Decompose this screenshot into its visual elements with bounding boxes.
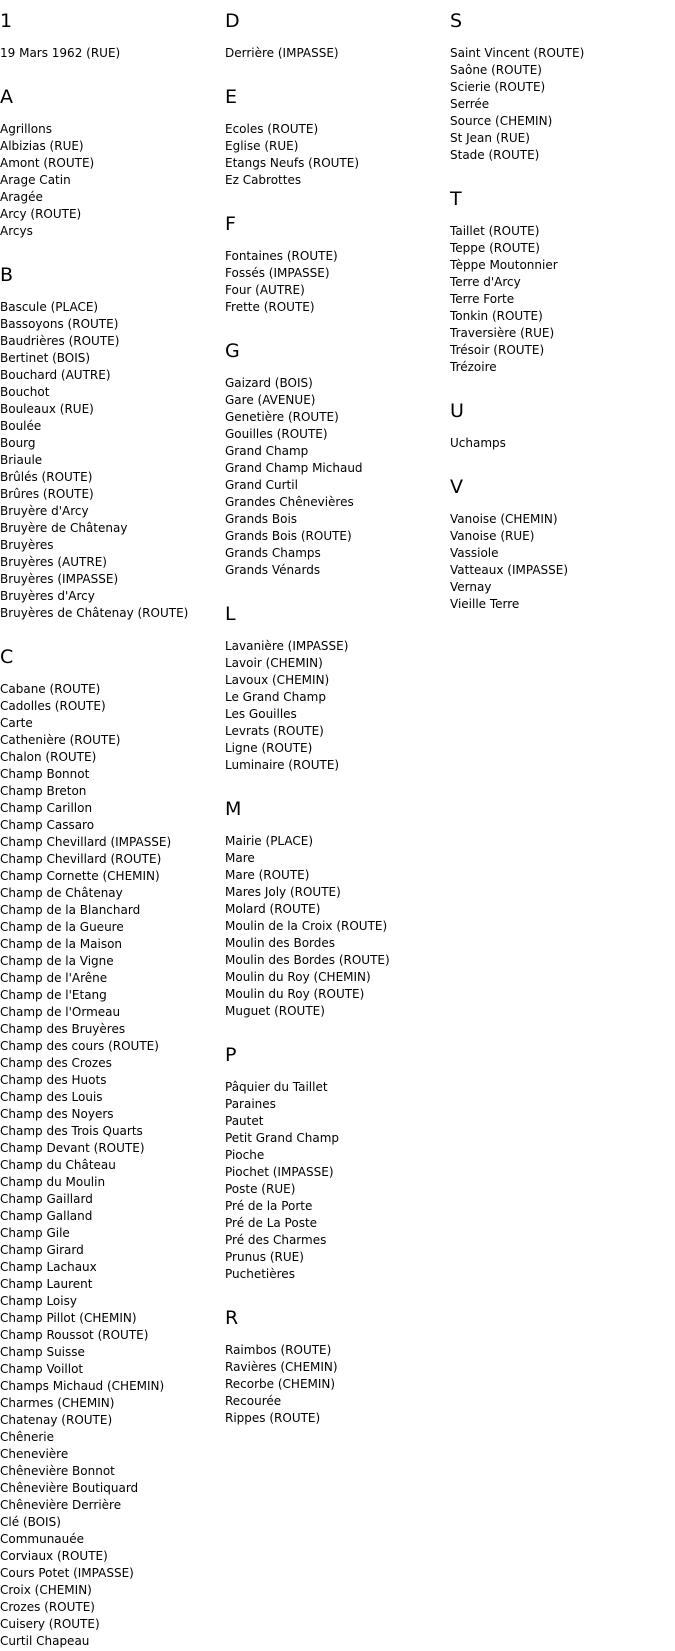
street-list — [225, 248, 445, 316]
street-item: Vassiole — [450, 546, 499, 560]
street-item: Recourée — [225, 1394, 282, 1408]
street-list — [225, 638, 445, 774]
street-item: Chatenay (ROUTE) — [0, 1413, 113, 1427]
street-item: Grand Champ Michaud — [225, 461, 363, 475]
street-item: Champ Devant (ROUTE) — [0, 1141, 145, 1155]
street-item: Chalon (ROUTE) — [0, 750, 97, 764]
street-item: Champ Breton — [0, 784, 87, 798]
street-item: Puchetières — [225, 1267, 295, 1281]
street-item: Moulin du Roy (CHEMIN) — [225, 970, 371, 984]
street-item: Four (AUTRE) — [225, 283, 305, 297]
street-item: Boulée — [0, 419, 42, 433]
street-item: Bassoyons (ROUTE) — [0, 317, 119, 331]
street-item: Curtil Chapeau — [0, 1634, 90, 1648]
street-item: Champ Lachaux — [0, 1260, 97, 1274]
section-letter-heading: S — [450, 10, 463, 32]
street-item: Trésoir (ROUTE) — [450, 343, 545, 357]
street-item: Champ du Château — [0, 1158, 116, 1172]
street-item: Saint Vincent (ROUTE) — [450, 46, 585, 60]
street-item: Saône (ROUTE) — [450, 63, 542, 77]
street-item: Corviaux (ROUTE) — [0, 1549, 108, 1563]
street-item: Serrée — [450, 97, 490, 111]
street-item: Champ des Crozes — [0, 1056, 112, 1070]
street-item: Frette (ROUTE) — [225, 300, 315, 314]
street-item: Baudrières (ROUTE) — [0, 334, 120, 348]
street-item: Ravières (CHEMIN) — [225, 1360, 338, 1374]
street-item: Carte — [0, 716, 33, 730]
street-item: Taillet (ROUTE) — [450, 224, 540, 238]
street-item: Bruyères (AUTRE) — [0, 555, 107, 569]
section-letter-heading: V — [450, 476, 463, 498]
street-item: Champ de la Gueure — [0, 920, 124, 934]
street-item: Champ Galland — [0, 1209, 93, 1223]
street-item: Grands Bois (ROUTE) — [225, 529, 352, 543]
street-item: Bascule (PLACE) — [0, 300, 99, 314]
street-item: Clé (BOIS) — [0, 1515, 61, 1529]
street-item: Pré des Charmes — [225, 1233, 327, 1247]
section-letter-heading: M — [225, 798, 242, 820]
street-item: Les Gouilles — [225, 707, 297, 721]
street-item: Etangs Neufs (ROUTE) — [225, 156, 360, 170]
street-item: Pré de la Porte — [225, 1199, 313, 1213]
street-item: Bruyère de Châtenay — [0, 521, 128, 535]
street-item: Mares Joly (ROUTE) — [225, 885, 341, 899]
letter-section-b — [0, 264, 220, 622]
letter-section-u — [450, 400, 670, 452]
street-item: Champ des Huots — [0, 1073, 107, 1087]
street-item: Levrats (ROUTE) — [225, 724, 324, 738]
street-item: Champ des Noyers — [0, 1107, 114, 1121]
street-item: Teppe (ROUTE) — [450, 241, 540, 255]
street-item: Champ Pillot (CHEMIN) — [0, 1311, 137, 1325]
street-item: Albizias (RUE) — [0, 139, 84, 153]
street-item: Uchamps — [450, 436, 506, 450]
section-letter-heading: D — [225, 10, 240, 32]
street-item: Champ des Bruyères — [0, 1022, 126, 1036]
street-item: Crozes (ROUTE) — [0, 1600, 95, 1614]
street-item: Paraines — [225, 1097, 276, 1111]
street-list — [450, 435, 670, 452]
street-item: Croix (CHEMIN) — [0, 1583, 92, 1597]
street-item: Grands Vénards — [225, 563, 321, 577]
street-item: Champ Gile — [0, 1226, 70, 1240]
street-item: Bourg — [0, 436, 36, 450]
street-item: Grand Curtil — [225, 478, 298, 492]
street-item: Petit Grand Champ — [225, 1131, 340, 1145]
street-list — [225, 1342, 445, 1427]
street-item: Champ Gaillard — [0, 1192, 93, 1206]
street-item: Vatteaux (IMPASSE) — [450, 563, 569, 577]
street-list — [450, 223, 670, 376]
street-item: Luminaire (ROUTE) — [225, 758, 340, 772]
street-item: Lavoux (CHEMIN) — [225, 673, 330, 687]
section-letter-heading: B — [0, 264, 14, 286]
street-item: Pautet — [225, 1114, 264, 1128]
section-letter-heading: R — [225, 1307, 239, 1329]
section-letter-heading: P — [225, 1044, 237, 1066]
street-item: Poste (RUE) — [225, 1182, 296, 1196]
letter-section-m — [225, 798, 445, 1020]
street-item: Recorbe (CHEMIN) — [225, 1377, 336, 1391]
street-item: Chênevière Derrière — [0, 1498, 122, 1512]
street-item: Raimbos (ROUTE) — [225, 1343, 332, 1357]
street-item: Moulin de la Croix (ROUTE) — [225, 919, 388, 933]
section-letter-heading: G — [225, 340, 240, 362]
street-item: Bruyères — [0, 538, 54, 552]
street-item: Molard (ROUTE) — [225, 902, 321, 916]
street-list — [225, 833, 445, 1020]
street-item: Arage Catin — [0, 173, 71, 187]
street-item: Moulin du Roy (ROUTE) — [225, 987, 365, 1001]
street-list — [225, 1079, 445, 1283]
street-item: Pâquier du Taillet — [225, 1080, 328, 1094]
street-list — [0, 45, 220, 62]
street-item: Champ de la Vigne — [0, 954, 114, 968]
street-list — [450, 511, 670, 613]
street-item: Champ Bonnot — [0, 767, 90, 781]
street-item: Vernay — [450, 580, 492, 594]
letter-section-c — [0, 646, 220, 1650]
street-item: Gare (AVENUE) — [225, 393, 316, 407]
street-item: Champ Cornette (CHEMIN) — [0, 869, 160, 883]
street-list — [225, 121, 445, 189]
street-item: Bruyères de Châtenay (ROUTE) — [0, 606, 189, 620]
street-item: Gouilles (ROUTE) — [225, 427, 328, 441]
letter-section-f — [225, 213, 445, 316]
section-letter-heading: F — [225, 213, 236, 235]
letter-section-e — [225, 86, 445, 189]
street-item: Grands Champs — [225, 546, 321, 560]
street-item: Derrière (IMPASSE) — [225, 46, 339, 60]
street-item: Fossés (IMPASSE) — [225, 266, 330, 280]
section-letter-heading: T — [450, 188, 462, 210]
street-item: Eglise (RUE) — [225, 139, 299, 153]
street-item: Tèppe Moutonnier — [450, 258, 558, 272]
letter-section-s — [450, 10, 670, 164]
letter-section-g — [225, 340, 445, 579]
street-item: Champ Girard — [0, 1243, 84, 1257]
street-item: Arcy (ROUTE) — [0, 207, 82, 221]
index-column-2 — [225, 0, 445, 1427]
street-item: Cuisery (ROUTE) — [0, 1617, 100, 1631]
letter-section-r — [225, 1307, 445, 1427]
street-item: Pioche — [225, 1148, 265, 1162]
street-item: Moulin des Bordes (ROUTE) — [225, 953, 390, 967]
street-item: Bouchot — [0, 385, 50, 399]
section-letter-heading: U — [450, 400, 464, 422]
street-item: Gaizard (BOIS) — [225, 376, 313, 390]
street-item: Lavanière (IMPASSE) — [225, 639, 349, 653]
street-item: Le Grand Champ — [225, 690, 326, 704]
letter-section-a — [0, 86, 220, 240]
street-item: Cathenière (ROUTE) — [0, 733, 121, 747]
street-item: Chênevière Bonnot — [0, 1464, 115, 1478]
street-item: Grand Champ — [225, 444, 309, 458]
street-item: Terre d'Arcy — [450, 275, 521, 289]
street-item: Piochet (IMPASSE) — [225, 1165, 334, 1179]
street-item: Communauée — [0, 1532, 85, 1546]
street-item: Bouleaux (RUE) — [0, 402, 94, 416]
street-item: Moulin des Bordes — [225, 936, 336, 950]
street-item: Traversière (RUE) — [450, 326, 555, 340]
street-item: Champ Laurent — [0, 1277, 93, 1291]
letter-section-1 — [0, 10, 220, 62]
street-item: Champ Roussot (ROUTE) — [0, 1328, 149, 1342]
street-item: Grandes Chênevières — [225, 495, 354, 509]
street-item: Bruyères d'Arcy — [0, 589, 95, 603]
street-item: Champ Suisse — [0, 1345, 85, 1359]
street-item: Champ de Châtenay — [0, 886, 123, 900]
street-item: Arcys — [0, 224, 33, 238]
street-item: Stade (ROUTE) — [450, 148, 540, 162]
letter-section-l — [225, 603, 445, 774]
street-item: Cadolles (ROUTE) — [0, 699, 106, 713]
street-item: Grands Bois — [225, 512, 298, 526]
street-item: Fontaines (ROUTE) — [225, 249, 338, 263]
street-item: Champ Voillot — [0, 1362, 84, 1376]
street-item: Charmes (CHEMIN) — [0, 1396, 115, 1410]
street-item: Lavoir (CHEMIN) — [225, 656, 323, 670]
street-item: Source (CHEMIN) — [450, 114, 553, 128]
street-list — [0, 299, 220, 622]
street-item: Champ de l'Ormeau — [0, 1005, 121, 1019]
street-item: Champ des Trois Quarts — [0, 1124, 143, 1138]
street-item: Champ Cassaro — [0, 818, 95, 832]
letter-section-t — [450, 188, 670, 376]
street-item: Briaule — [0, 453, 43, 467]
street-item: Bruyère d'Arcy — [0, 504, 89, 518]
section-letter-heading: 1 — [0, 10, 13, 32]
street-item: Tonkin (ROUTE) — [450, 309, 543, 323]
street-item: Rippes (ROUTE) — [225, 1411, 321, 1425]
street-item: Champ Chevillard (IMPASSE) — [0, 835, 172, 849]
street-item: St Jean (RUE) — [450, 131, 530, 145]
street-item: Amont (ROUTE) — [0, 156, 95, 170]
section-letter-heading: L — [225, 603, 236, 625]
street-item: Aragée — [0, 190, 43, 204]
street-list — [0, 121, 220, 240]
street-item: Cours Potet (IMPASSE) — [0, 1566, 134, 1580]
street-item: Champ de la Blanchard — [0, 903, 141, 917]
street-item: Brûres (ROUTE) — [0, 487, 94, 501]
street-item: Agrillons — [0, 122, 52, 136]
street-item: Bertinet (BOIS) — [0, 351, 91, 365]
street-item: Champ du Moulin — [0, 1175, 106, 1189]
section-letter-heading: A — [0, 86, 13, 108]
street-item: Bruyères (IMPASSE) — [0, 572, 119, 586]
street-item: Champ de l'Etang — [0, 988, 107, 1002]
street-item: Bouchard (AUTRE) — [0, 368, 111, 382]
street-item: Vieille Terre — [450, 597, 520, 611]
street-list — [450, 45, 670, 164]
street-item: Champ des Louis — [0, 1090, 103, 1104]
letter-section-p — [225, 1044, 445, 1283]
street-item: Chênerie — [0, 1430, 55, 1444]
street-item: Ez Cabrottes — [225, 173, 302, 187]
street-item: Champs Michaud (CHEMIN) — [0, 1379, 165, 1393]
street-item: Champ de la Maison — [0, 937, 123, 951]
street-item: Ecoles (ROUTE) — [225, 122, 319, 136]
street-item: Vanoise (RUE) — [450, 529, 535, 543]
street-item: Champ Loisy — [0, 1294, 77, 1308]
street-item: Terre Forte — [450, 292, 515, 306]
street-list — [0, 681, 220, 1650]
street-item: Chenevière — [0, 1447, 69, 1461]
street-item: Pré de La Poste — [225, 1216, 318, 1230]
index-column-1 — [0, 0, 220, 1650]
street-item: 19 Mars 1962 (RUE) — [0, 46, 121, 60]
street-item: Genetière (ROUTE) — [225, 410, 339, 424]
section-letter-heading: E — [225, 86, 238, 108]
street-item: Chênevière Boutiquard — [0, 1481, 139, 1495]
street-item: Scierie (ROUTE) — [450, 80, 546, 94]
street-item: Cabane (ROUTE) — [0, 682, 101, 696]
letter-section-v — [450, 476, 670, 613]
street-item: Ligne (ROUTE) — [225, 741, 313, 755]
section-letter-heading: C — [0, 646, 14, 668]
street-item: Mairie (PLACE) — [225, 834, 314, 848]
street-item: Champ Carillon — [0, 801, 93, 815]
street-item: Brûlés (ROUTE) — [0, 470, 93, 484]
street-item: Mare (ROUTE) — [225, 868, 310, 882]
street-item: Champ de l'Arêne — [0, 971, 108, 985]
street-item: Mare — [225, 851, 255, 865]
street-list — [225, 45, 445, 62]
index-column-3 — [450, 0, 670, 613]
street-list — [225, 375, 445, 579]
street-item: Trézoire — [450, 360, 497, 374]
street-item: Prunus (RUE) — [225, 1250, 304, 1264]
street-item: Vanoise (CHEMIN) — [450, 512, 558, 526]
letter-section-d — [225, 10, 445, 62]
street-item: Champ Chevillard (ROUTE) — [0, 852, 162, 866]
street-item: Champ des cours (ROUTE) — [0, 1039, 159, 1053]
street-item: Muguet (ROUTE) — [225, 1004, 325, 1018]
